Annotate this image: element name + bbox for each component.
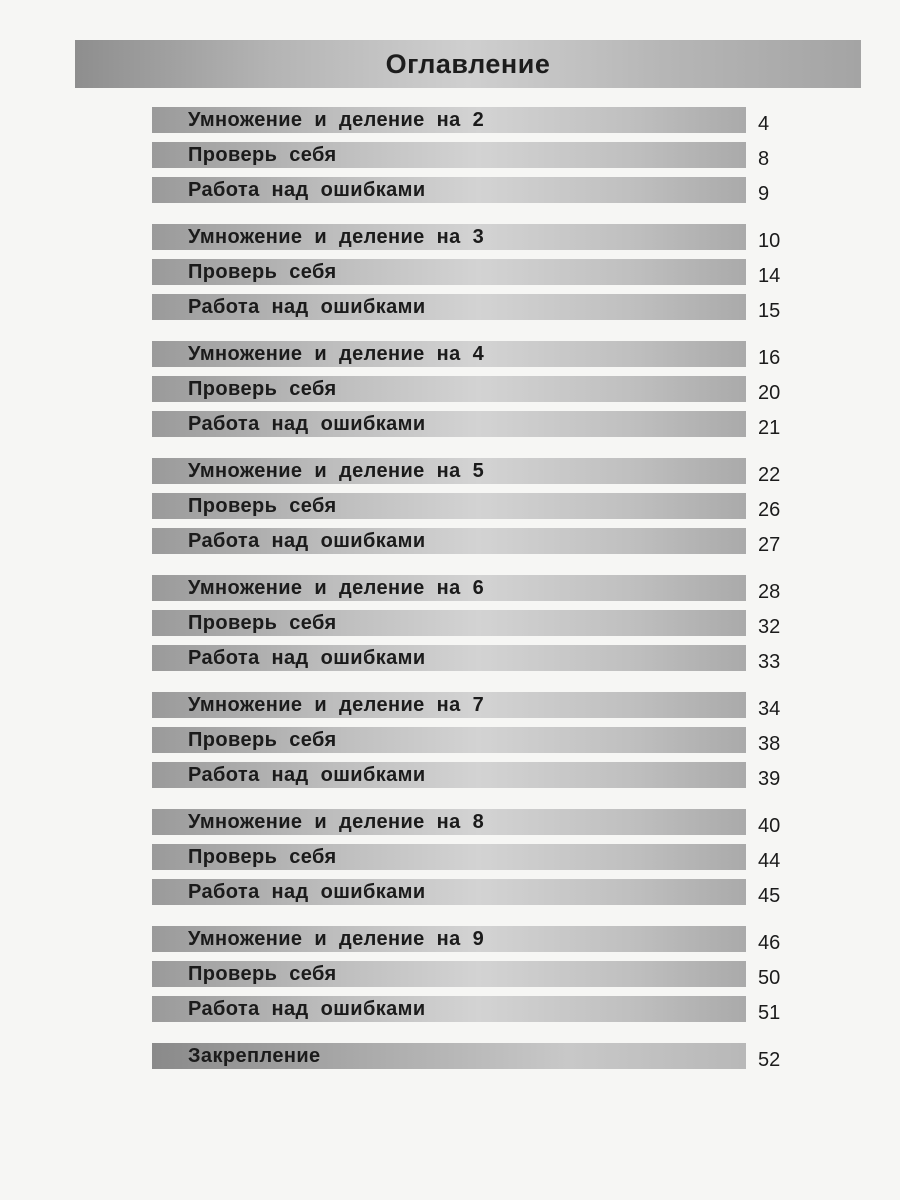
toc-entry-label: Проверь себя <box>188 144 337 166</box>
toc-entry-page-number: 16 <box>758 347 781 369</box>
toc-entry[interactable] <box>152 142 792 168</box>
toc-entry-page-number: 51 <box>758 1002 781 1024</box>
toc-entry-page-number: 45 <box>758 885 781 907</box>
toc-entry-label: Работа над ошибками <box>188 764 426 786</box>
toc-entry-page-number: 9 <box>758 183 770 205</box>
toc-entry-label: Умножение и деление на 6 <box>188 577 485 599</box>
toc-entry-page-number: 40 <box>758 815 781 837</box>
toc-entry-label: Умножение и деление на 2 <box>188 109 485 131</box>
toc-entry-label: Проверь себя <box>188 495 337 517</box>
toc-entry[interactable] <box>152 224 792 250</box>
toc-entry[interactable] <box>152 1043 792 1069</box>
toc-entry-page-number: 14 <box>758 265 781 287</box>
toc-entry-label: Умножение и деление на 7 <box>188 694 485 716</box>
toc-entry[interactable] <box>152 376 792 402</box>
toc-entry-page-number: 38 <box>758 733 781 755</box>
toc-entry[interactable] <box>152 844 792 870</box>
toc-entry[interactable] <box>152 259 792 285</box>
toc-entry[interactable] <box>152 809 792 835</box>
toc-entry[interactable] <box>152 879 792 905</box>
toc-entry[interactable] <box>152 575 792 601</box>
toc-entry-label: Проверь себя <box>188 261 337 283</box>
toc-entry[interactable] <box>152 294 792 320</box>
toc-entry[interactable] <box>152 610 792 636</box>
toc-entry[interactable] <box>152 727 792 753</box>
toc-entry[interactable] <box>152 411 792 437</box>
toc-entry-page-number: 20 <box>758 382 781 404</box>
toc-entry-label: Работа над ошибками <box>188 179 426 201</box>
toc-entry-label: Умножение и деление на 5 <box>188 460 485 482</box>
toc-entry-page-number: 21 <box>758 417 781 439</box>
toc-entry[interactable] <box>152 762 792 788</box>
toc-entry-label: Работа над ошибками <box>188 881 426 903</box>
toc-entry[interactable] <box>152 692 792 718</box>
toc-entry-page-number: 8 <box>758 148 770 170</box>
toc-entry-label: Умножение и деление на 3 <box>188 226 485 248</box>
toc-entry-page-number: 22 <box>758 464 781 486</box>
toc-entry-page-number: 50 <box>758 967 781 989</box>
toc-entry-page-number: 10 <box>758 230 781 252</box>
toc-entry-label: Проверь себя <box>188 963 337 985</box>
toc-entry-label: Умножение и деление на 8 <box>188 811 485 833</box>
toc-entry-label: Проверь себя <box>188 378 337 400</box>
toc-entry-page-number: 15 <box>758 300 781 322</box>
toc-entry[interactable] <box>152 926 792 952</box>
toc-entry[interactable] <box>152 528 792 554</box>
toc-entry-label: Проверь себя <box>188 729 337 751</box>
toc-entry[interactable] <box>152 961 792 987</box>
toc-entry-label: Работа над ошибками <box>188 530 426 552</box>
toc-entry-label: Работа над ошибками <box>188 413 426 435</box>
toc-entry-page-number: 26 <box>758 499 781 521</box>
toc-entry-label: Умножение и деление на 4 <box>188 343 485 365</box>
toc-entry[interactable] <box>152 645 792 671</box>
toc-entry-page-number: 27 <box>758 534 781 556</box>
toc-entry-label: Работа над ошибками <box>188 998 426 1020</box>
toc-entry-label: Работа над ошибками <box>188 296 426 318</box>
toc-entry-page-number: 39 <box>758 768 781 790</box>
toc-entry-page-number: 32 <box>758 616 781 638</box>
toc-entry[interactable] <box>152 341 792 367</box>
toc-entry-page-number: 4 <box>758 113 770 135</box>
toc-entry-page-number: 34 <box>758 698 781 720</box>
toc-entry-label: Умножение и деление на 9 <box>188 928 485 950</box>
toc-entry-label: Работа над ошибками <box>188 647 426 669</box>
toc-entry-page-number: 44 <box>758 850 781 872</box>
toc-entry-label: Проверь себя <box>188 846 337 868</box>
page-title: Оглавление <box>385 48 551 79</box>
toc-entry-label: Проверь себя <box>188 612 337 634</box>
toc-entry-page-number: 52 <box>758 1049 781 1071</box>
toc-entry[interactable] <box>152 177 792 203</box>
toc-entry-page-number: 28 <box>758 581 781 603</box>
toc-entry-label: Закрепление <box>188 1045 321 1067</box>
toc-entry[interactable] <box>152 493 792 519</box>
toc-entry[interactable] <box>152 458 792 484</box>
toc-entry[interactable] <box>152 996 792 1022</box>
toc-entry-page-number: 33 <box>758 651 781 673</box>
toc-entry[interactable] <box>152 107 792 133</box>
toc-entry-page-number: 46 <box>758 932 781 954</box>
